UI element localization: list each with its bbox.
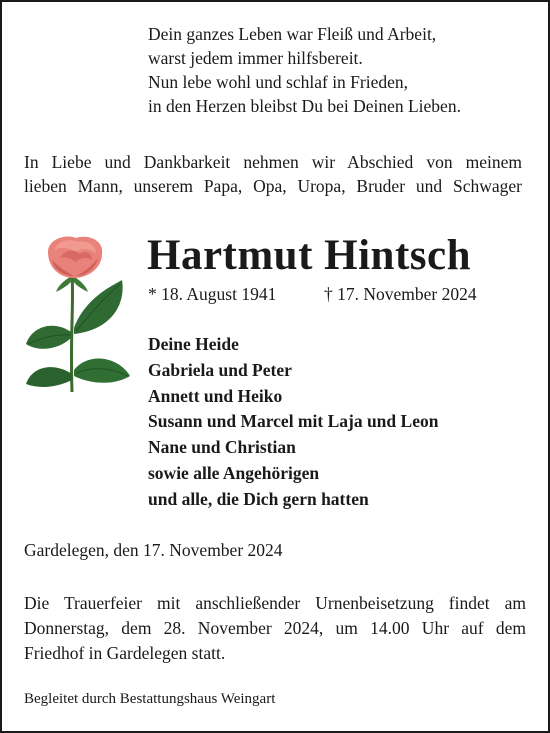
mourner-line: Nane und Christian — [148, 437, 296, 458]
mourner-line: und alle, die Dich gern hatten — [148, 488, 369, 509]
intro-text — [24, 150, 522, 198]
mourner-line: Susann und Marcel mit Laja und Leon — [148, 411, 439, 432]
poem-line: Nun lebe wohl und schlaf in Frieden, — [148, 72, 409, 92]
poem-line: in den Herzen bleibst Du bei Deinen Lieben. — [148, 96, 461, 116]
poem — [148, 22, 528, 118]
mourner-line: Annett und Heiko — [148, 385, 283, 406]
death-date: † 17. November 2024 — [324, 284, 477, 304]
mourner-line: sowie alle Angehörigen — [148, 462, 320, 483]
funeral-line: Die Trauerfeier mit anschließender Urnenbeisetzung findet am — [24, 593, 526, 613]
mourner-line: Gabriela und Peter — [148, 359, 292, 380]
poem-line: Dein ganzes Leben war Fleiß und Arbeit, — [148, 24, 437, 44]
rose-icon — [24, 234, 134, 394]
mourner-line: Deine Heide — [148, 334, 239, 354]
deceased-name: Hartmut Hintsch — [147, 232, 472, 279]
undertaker-credit: Begleitet durch Bestattungshaus Weingart — [24, 691, 276, 707]
mourners-list — [148, 332, 528, 513]
poem-line: warst jedem immer hilfsbereit. — [148, 48, 363, 68]
funeral-line: Donnerstag, dem 28. November 2024, um 14.00 Uhr auf dem — [24, 618, 526, 638]
intro-line: lieben Mann, unserem Papa, Opa, Uropa, Bruder und Schwager — [24, 176, 522, 196]
place-and-date: Gardelegen, den 17. November 2024 — [24, 540, 283, 560]
intro-line: In Liebe und Dankbarkeit nehmen wir Abschied von meinem — [24, 152, 522, 172]
funeral-line: Friedhof in Gardelegen statt. — [24, 643, 226, 663]
funeral-notice — [24, 591, 526, 666]
birth-date: * 18. August 1941 — [148, 284, 277, 304]
